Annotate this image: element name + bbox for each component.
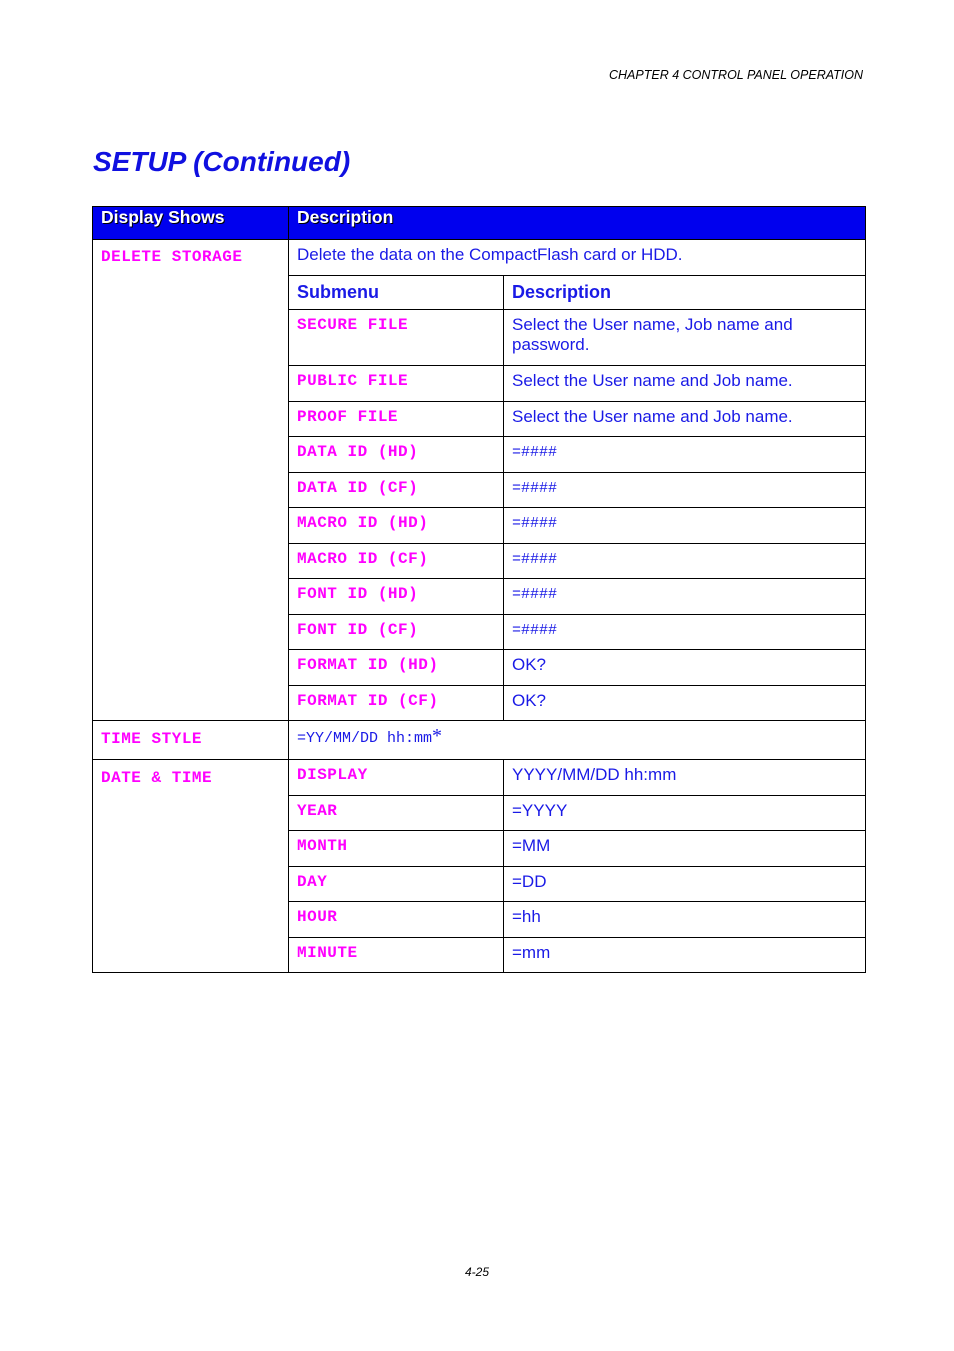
default-marker: * — [432, 725, 443, 747]
table-header-row — [93, 207, 866, 240]
submenu-item-description: Select the User name and Job name. — [504, 366, 866, 402]
submenu-item-description: =#### — [504, 472, 866, 508]
submenu-item-description: =#### — [504, 508, 866, 544]
submenu-item-description: =hh — [504, 902, 866, 938]
submenu-item-description: =#### — [504, 614, 866, 650]
submenu-item: MINUTE — [289, 937, 504, 973]
time-style-value: =YY/MM/DD hh:mm — [297, 730, 433, 747]
submenu-item-description: =#### — [504, 437, 866, 473]
submenu-header: Submenu — [289, 276, 504, 310]
submenu-item: FORMAT ID (HD) — [289, 650, 504, 686]
submenu-item: YEAR — [289, 795, 504, 831]
setup-table — [92, 206, 866, 973]
submenu-item-description: YYYY/MM/DD hh:mm — [504, 760, 866, 796]
table-row — [93, 240, 866, 276]
submenu-item-description: OK? — [504, 685, 866, 721]
display-delete-storage: DELETE STORAGE — [93, 240, 289, 721]
submenu-item-description: =DD — [504, 866, 866, 902]
table-row — [93, 721, 866, 760]
display-time-style: TIME STYLE — [93, 721, 289, 760]
header-description: Description — [289, 207, 866, 240]
chapter-header: CHAPTER 4 CONTROL PANEL OPERATION — [609, 68, 863, 82]
submenu-item: MONTH — [289, 831, 504, 867]
submenu-item-description: =#### — [504, 543, 866, 579]
submenu-item: DATA ID (HD) — [289, 437, 504, 473]
submenu-item: DAY — [289, 866, 504, 902]
submenu-item: DISPLAY — [289, 760, 504, 796]
time-style-value-cell — [289, 721, 866, 760]
submenu-item: MACRO ID (HD) — [289, 508, 504, 544]
delete-storage-description: Delete the data on the CompactFlash card or HDD. — [289, 240, 866, 276]
page-number: 4-25 — [464, 1265, 490, 1279]
header-display-shows: Display Shows — [93, 207, 289, 240]
submenu-item: MACRO ID (CF) — [289, 543, 504, 579]
table-row — [93, 760, 866, 796]
display-date-time: DATE & TIME — [93, 760, 289, 973]
submenu-item: FONT ID (CF) — [289, 614, 504, 650]
submenu-item: FONT ID (HD) — [289, 579, 504, 615]
submenu-item: HOUR — [289, 902, 504, 938]
submenu-item: FORMAT ID (CF) — [289, 685, 504, 721]
submenu-item-description: Select the User name, Job name and password. — [504, 310, 866, 366]
submenu-item-description: =MM — [504, 831, 866, 867]
submenu-item: DATA ID (CF) — [289, 472, 504, 508]
submenu-item-description: =mm — [504, 937, 866, 973]
submenu-item: PROOF FILE — [289, 401, 504, 437]
submenu-item-description: =#### — [504, 579, 866, 615]
submenu-item: PUBLIC FILE — [289, 366, 504, 402]
submenu-item-description: =YYYY — [504, 795, 866, 831]
submenu-description-header: Description — [504, 276, 866, 310]
submenu-item: SECURE FILE — [289, 310, 504, 366]
page-title: SETUP (Continued) — [93, 146, 351, 177]
submenu-item-description: OK? — [504, 650, 866, 686]
submenu-item-description: Select the User name and Job name. — [504, 401, 866, 437]
